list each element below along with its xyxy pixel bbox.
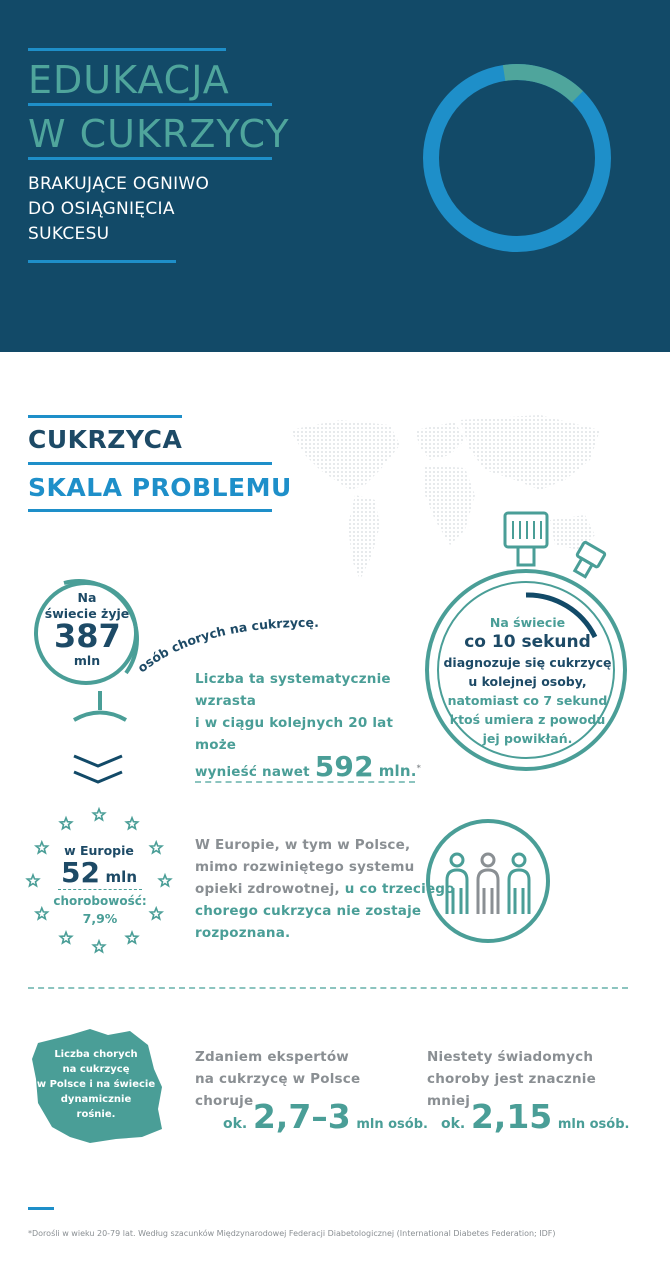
- eu-star-icon: [60, 932, 71, 943]
- europe-figure: [45, 856, 153, 889]
- svg-text:osób chorych na cukrzycę.: osób chorych na cukrzycę.: [134, 614, 319, 676]
- eu-star-icon: [159, 875, 170, 886]
- eu-star-icon: [126, 818, 137, 829]
- globe-label-line1: Na: [77, 590, 97, 605]
- experts-prefix: ok.: [223, 1116, 248, 1132]
- aware-figure: [441, 1097, 629, 1136]
- aware-line1: Niestety świadomych: [427, 1049, 594, 1065]
- section-rule-mid: [28, 462, 272, 465]
- section-title-line1: CUKRZYCA: [28, 425, 183, 454]
- experts-line2: na cukrzycę w Polsce: [195, 1071, 361, 1087]
- stopwatch-line5: natomiast co 7 sekund: [447, 693, 608, 708]
- poland-text-line: w Polsce i na świecie: [36, 1079, 156, 1090]
- aware-number: 2,15: [470, 1097, 553, 1136]
- experts-unit: mln osób.: [356, 1117, 428, 1132]
- header-title-line1: EDUKACJA: [28, 58, 230, 102]
- eu-star-icon: [60, 818, 71, 829]
- stopwatch-line2: co 10 sekund: [464, 632, 591, 652]
- poland-text-line: na cukrzycę: [62, 1064, 130, 1075]
- header-title-line2: W CUKRZYCY: [28, 112, 290, 156]
- section-rule-bottom: [28, 509, 272, 512]
- aware-prefix: ok.: [441, 1116, 466, 1132]
- aware-unit: mln osób.: [557, 1117, 630, 1132]
- donut-chart-icon: [420, 44, 616, 264]
- europe-text-line5: rozpoznana.: [195, 925, 291, 941]
- europe-text-line3: opieki zdrowotnej,: [195, 881, 340, 897]
- header-subtitle-line: BRAKUJĄCE OGNIWO: [28, 174, 210, 194]
- stopwatch-line3: diagnozuje się cukrzycę: [443, 655, 612, 670]
- header-subtitle-line: SUKCESU: [28, 224, 110, 244]
- experts-line3: choruje: [195, 1093, 254, 1109]
- experts-line1: Zdaniem ekspertów: [195, 1049, 349, 1065]
- experts-number: 2,7–3: [252, 1097, 351, 1136]
- header-subtitle-line: DO OSIĄGNIĘCIA: [28, 199, 175, 219]
- europe-number: 52: [61, 856, 100, 889]
- growth-line2: i w ciągu kolejnych 20 lat może: [195, 715, 394, 753]
- europe-text-line2: mimo rozwiniętego systemu: [195, 859, 415, 875]
- europe-prevalence-value: 7,9%: [82, 911, 118, 926]
- eu-star-icon: [93, 809, 104, 820]
- people-group-icon: [425, 818, 551, 944]
- europe-text-line1: W Europie, w tym w Polsce,: [195, 837, 411, 853]
- europe-text: [195, 834, 455, 944]
- header-rule-mid: [28, 103, 272, 106]
- globe-number: 387: [54, 617, 121, 655]
- growth-footnote-mark: *: [416, 763, 422, 773]
- stopwatch-line6: ktoś umiera z powodu: [449, 712, 606, 727]
- stopwatch-line1: Na świecie: [489, 615, 566, 630]
- europe-text-line4: chorego cukrzyca nie zostaje: [195, 903, 422, 919]
- aware-line2: choroby jest znacznie: [427, 1071, 596, 1087]
- globe-unit: mln: [73, 653, 101, 668]
- growth-line3: wynieść nawet: [195, 764, 310, 780]
- section-title-line2: SKALA PROBLEMU: [28, 473, 292, 502]
- eu-star-icon: [126, 932, 137, 943]
- chevron-down-icon: [72, 752, 124, 786]
- europe-divider: [58, 889, 142, 890]
- header-rule-top: [28, 48, 226, 51]
- stopwatch-line4: u kolejnej osoby,: [468, 674, 587, 689]
- poland-text: [34, 1047, 158, 1122]
- globe-label-line2: świecie żyje: [44, 606, 130, 621]
- europe-text-line3-highlight: u co trzeciego: [339, 881, 455, 897]
- growth-number: 592: [314, 750, 374, 783]
- eu-star-icon: [27, 875, 38, 886]
- europe-prevalence-label: chorobowość:: [53, 894, 147, 908]
- header-subtitle: [28, 172, 328, 247]
- aware-line3: mniej: [427, 1093, 471, 1109]
- poland-text-line: rośnie.: [76, 1109, 116, 1120]
- section-rule-top: [28, 415, 182, 418]
- donut-highlight-segment: [504, 72, 577, 97]
- stopwatch-line7: jej powikłań.: [482, 731, 573, 746]
- eu-star-icon: [151, 842, 162, 853]
- growth-line1: Liczba ta systematycznie wzrasta: [195, 671, 391, 709]
- poland-text-line: dynamicznie: [60, 1094, 132, 1105]
- europe-unit: mln: [105, 868, 137, 886]
- divider-dashed-long: [28, 987, 628, 989]
- stopwatch-text: [440, 613, 615, 748]
- eu-star-icon: [36, 842, 47, 853]
- experts-figure: [223, 1097, 428, 1136]
- donut-ring: [431, 72, 603, 244]
- footnote: *Dorośli w wieku 20-79 lat. Według szacunków Międzynarodowej Federacji Diabetologicznej (International Diabetes Federation; IDF): [28, 1229, 556, 1238]
- header-banner: [0, 0, 670, 352]
- footer-rule: [28, 1207, 54, 1210]
- poland-text-line: Liczba chorych: [54, 1049, 138, 1060]
- eu-star-icon: [93, 941, 104, 952]
- divider-dashed-short: [195, 781, 415, 783]
- header-rule-mid2: [28, 157, 272, 160]
- growth-unit: mln.: [378, 762, 417, 780]
- header-rule-bottom: [28, 260, 176, 263]
- europe-label: w Europie: [64, 843, 134, 858]
- growth-text: [195, 668, 425, 783]
